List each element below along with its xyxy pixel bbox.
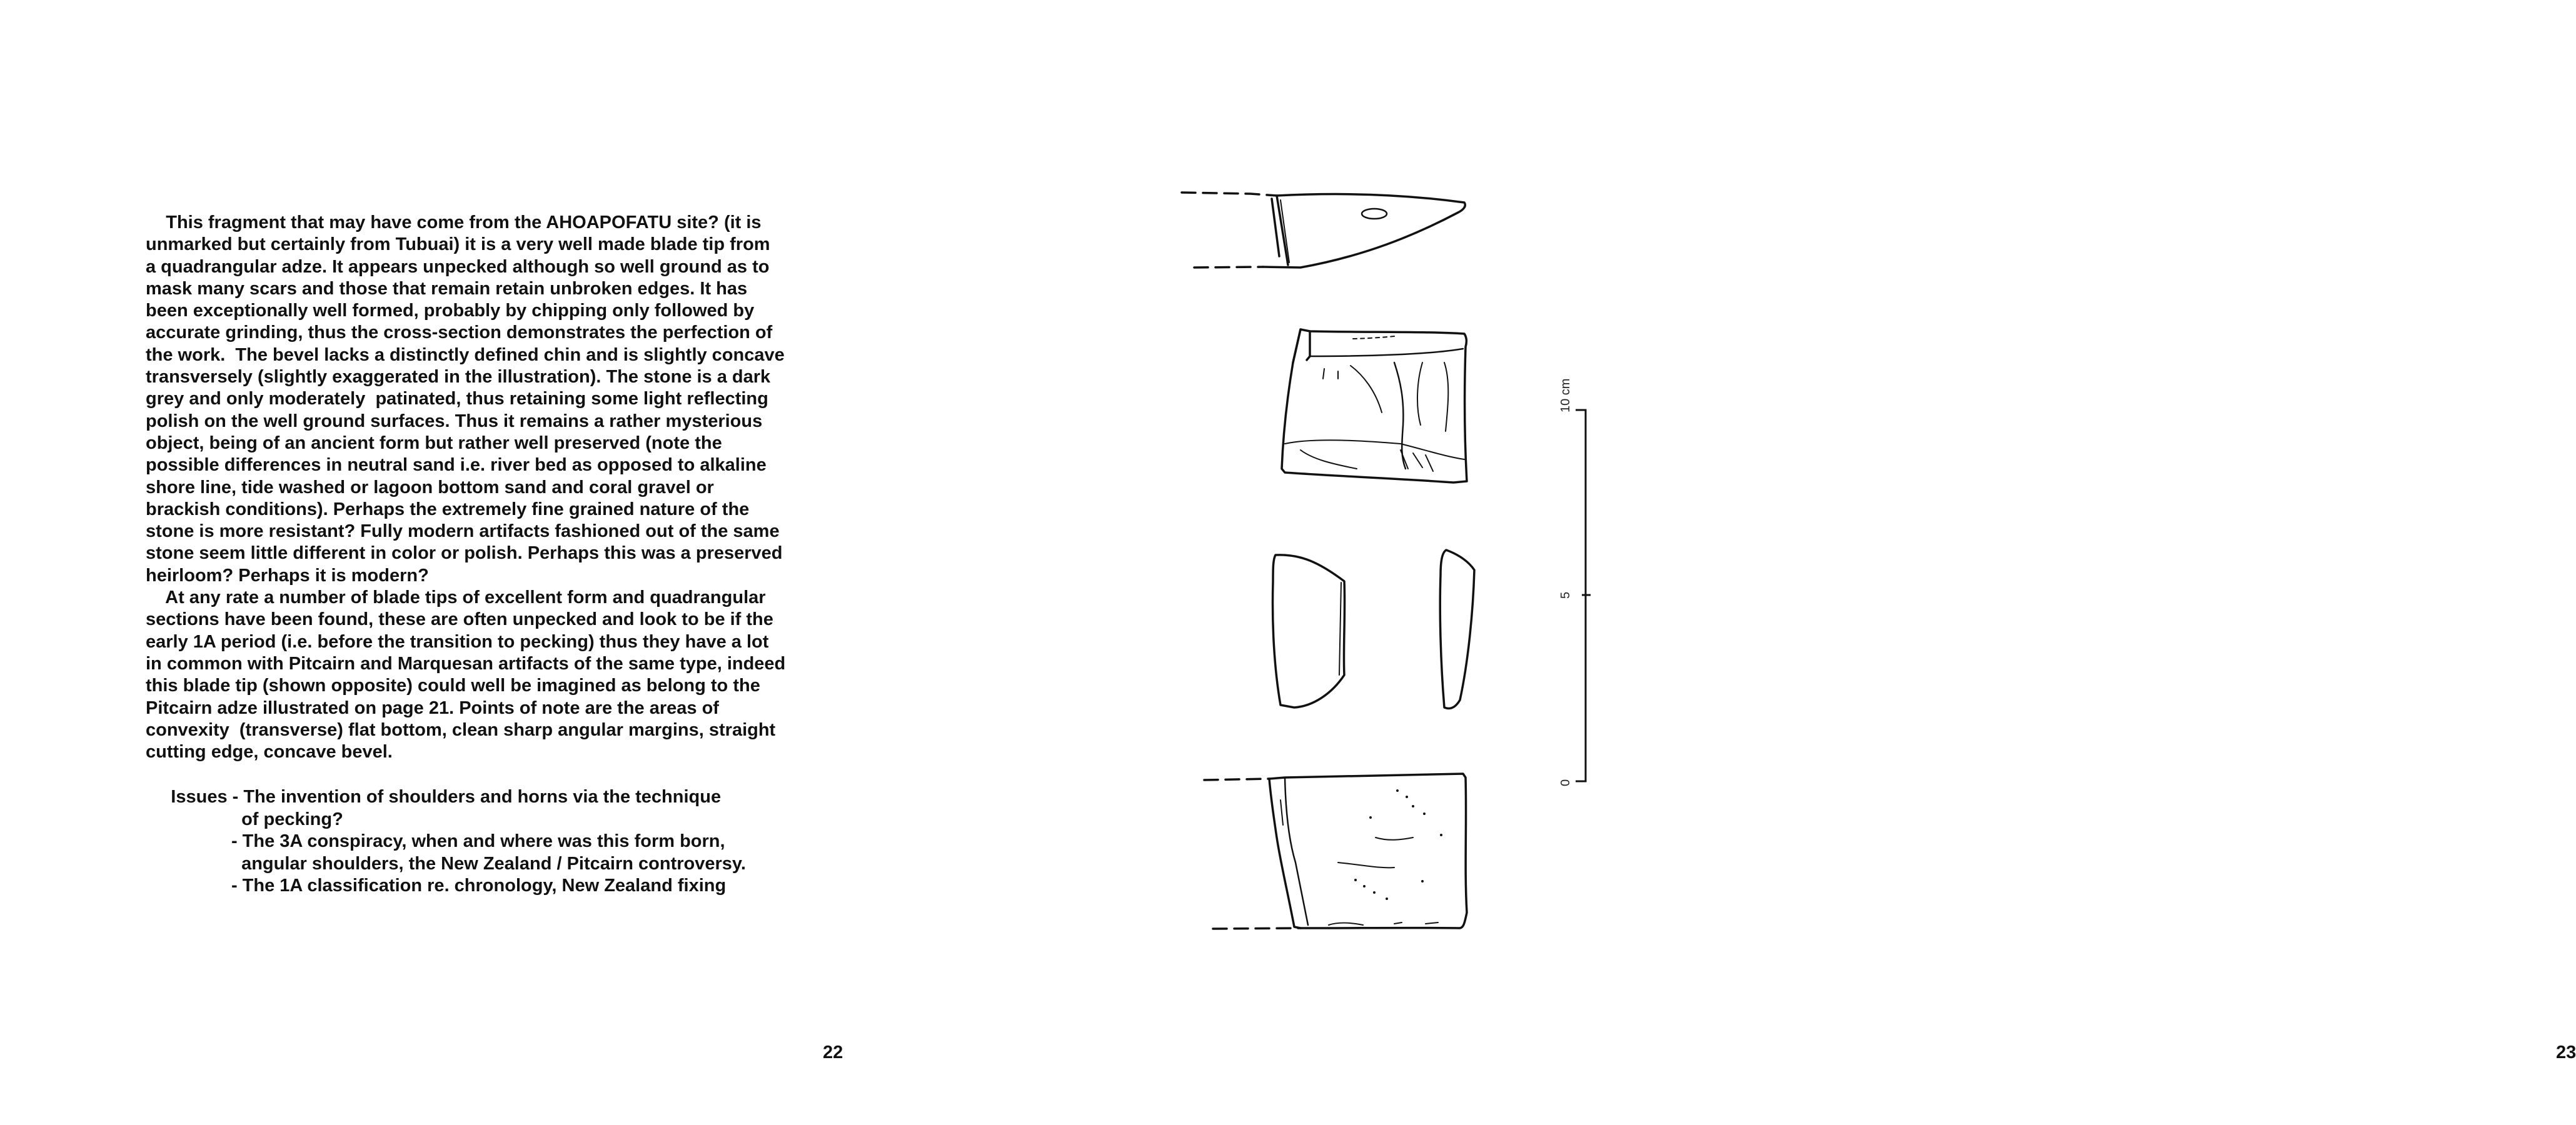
text-line: cutting edge, concave bevel. <box>146 742 393 762</box>
main-text <box>146 212 821 763</box>
adze-drawing <box>1175 175 1613 950</box>
text-line: polish on the well ground surfaces. Thus it remains a rather mysterious <box>146 411 763 431</box>
scale-label-0: 0 <box>1559 779 1572 786</box>
text-line: the work. The bevel lacks a distinctly defined chin and is slightly concave <box>146 344 785 365</box>
stipple-dots <box>1354 789 1442 900</box>
adze-cross-section-1 <box>1273 555 1345 708</box>
text-line: This fragment that may have come from the AHOAPOFATU site? (it is <box>146 212 762 232</box>
page-number-left: 22 <box>823 1042 843 1062</box>
scale-bar <box>1559 379 1591 786</box>
text-line: stone seem little different in color or polish. Perhaps this was a preserved <box>146 543 783 564</box>
text-line: been exceptionally well formed, probably by chipping only followed by <box>146 301 755 321</box>
adze-side-profile <box>1182 192 1465 268</box>
adze-back-face <box>1204 774 1467 929</box>
text-line: accurate grinding, thus the cross-section demonstrates the perfection of <box>146 322 773 343</box>
text-line: a quadrangular adze. It appears unpecked although so well ground as to <box>146 256 770 277</box>
issue-line: of pecking? <box>146 809 343 829</box>
text-line: possible differences in neutral sand i.e. river bed as opposed to alkaline <box>146 455 767 476</box>
text-line: early 1A period (i.e. before the transition to pecking) thus they have a lot <box>146 631 769 652</box>
issue-line: angular shoulders, the New Zealand / Pitcairn controversy. <box>146 853 746 874</box>
scale-label-5: 5 <box>1559 591 1572 599</box>
text-line: heirloom? Perhaps it is modern? <box>146 565 429 586</box>
text-line: shore line, tide washed or lagoon bottom sand and coral gravel or <box>146 477 714 498</box>
text-line: Pitcairn adze illustrated on page 21. Points of note are the areas of <box>146 698 719 718</box>
issues-list <box>146 786 833 898</box>
text-line: object, being of an ancient form but rather well preserved (note the <box>146 432 722 453</box>
left-page <box>0 0 875 1125</box>
paragraph-1 <box>146 212 821 587</box>
text-line: sections have been found, these are often unpecked and look to be if the <box>146 609 773 630</box>
text-line: brackish conditions). Perhaps the extremely fine grained nature of the <box>146 499 750 519</box>
page-number-right: 23 <box>2556 1042 2576 1062</box>
text-line: this blade tip (shown opposite) could well be imagined as belong to the <box>146 676 760 696</box>
text-line: convexity (transverse) flat bottom, clean sharp angular margins, straight <box>146 719 776 740</box>
text-line: At any rate a number of blade tips of excellent form and quadrangular <box>146 588 766 608</box>
scale-label-10cm: 10 cm <box>1559 378 1572 412</box>
text-line: in common with Pitcairn and Marquesan artifacts of the same type, indeed <box>146 653 786 674</box>
adze-front-face <box>1282 329 1467 482</box>
text-line: grey and only moderately patinated, thus retaining some light reflecting <box>146 389 768 409</box>
text-line: transversely (slightly exaggerated in the illustration). The stone is a dark <box>146 367 771 388</box>
text-line: stone is more resistant? Fully modern artifacts fashioned out of the same <box>146 521 780 542</box>
issue-line: Issues - The invention of shoulders and horns via the technique <box>146 787 722 807</box>
issue-line: - The 3A conspiracy, when and where was this form born, <box>146 831 725 851</box>
issue-line: - The 1A classification re. chronology, New Zealand fixing <box>146 876 727 896</box>
adze-cross-section-2 <box>1440 550 1474 709</box>
text-line: mask many scars and those that remain retain unbroken edges. It has <box>146 278 748 299</box>
text-line: unmarked but certainly from Tubuai) it is a very well made blade tip from <box>146 234 770 255</box>
paragraph-2 <box>146 587 821 763</box>
